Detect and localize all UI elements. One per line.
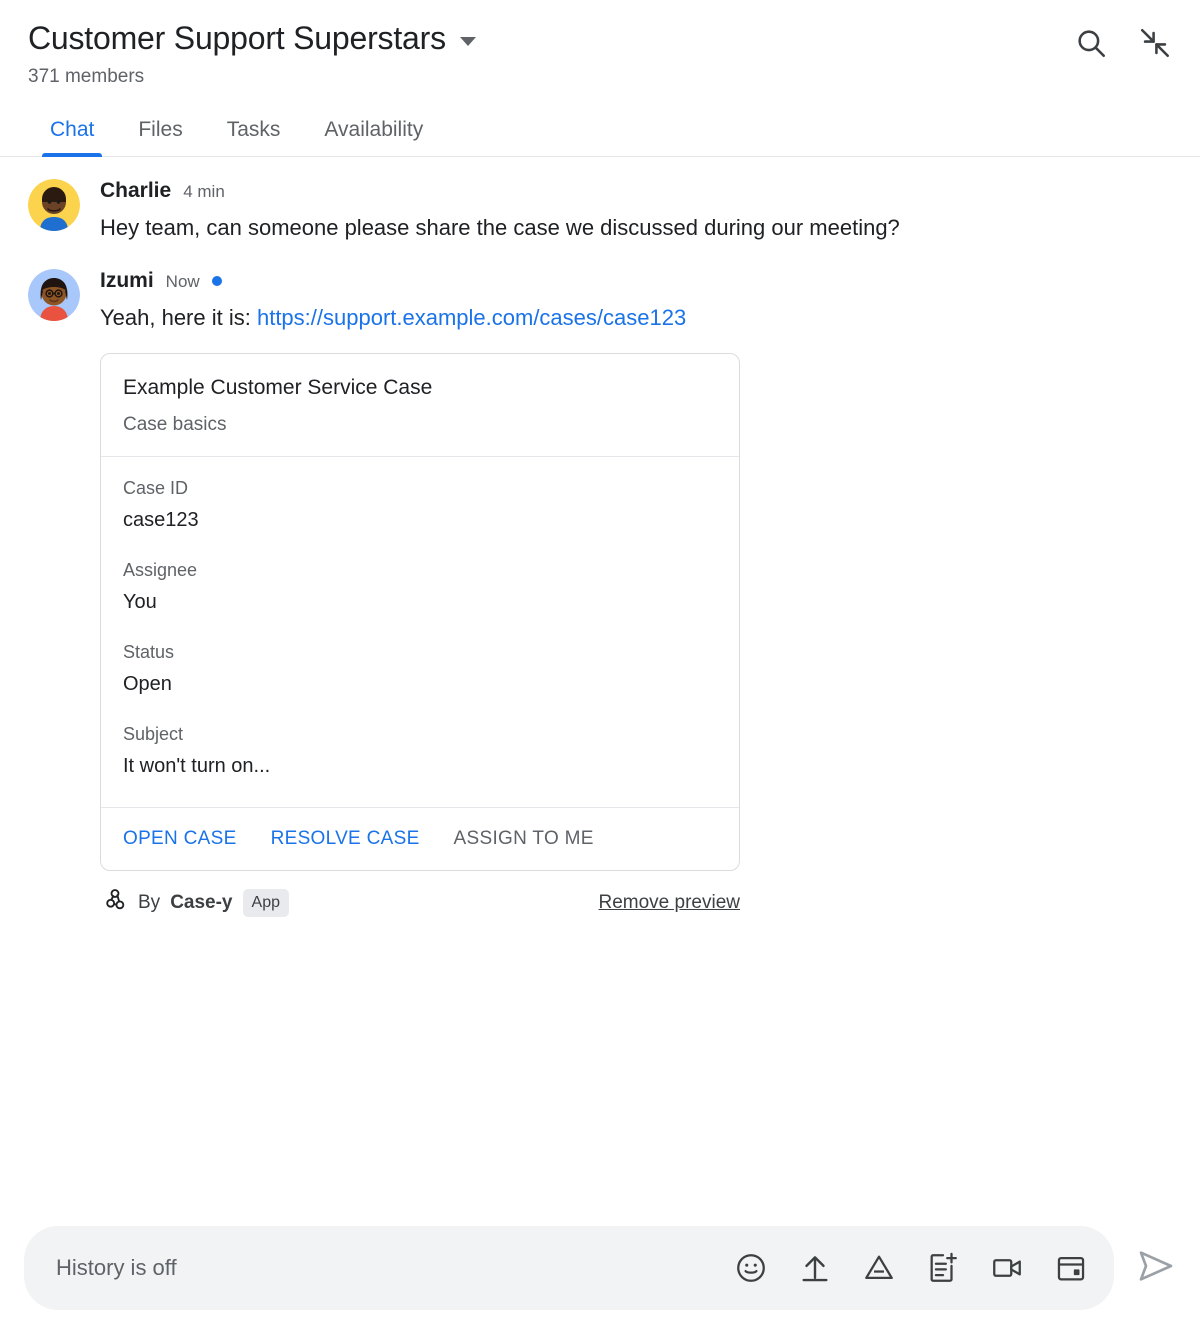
emoji-icon[interactable] [734,1251,768,1285]
room-title-row[interactable] [28,18,1172,58]
message-list [0,157,1200,1212]
assign-to-me-button[interactable]: ASSIGN TO ME [453,828,594,849]
field-label: Assignee [123,560,198,580]
unread-dot-icon [212,276,222,286]
field-case-id [123,475,717,535]
field-label: Status [123,642,175,662]
message-timestamp: Now [165,272,200,291]
avatar[interactable] [28,269,80,321]
composer-icons [734,1251,1088,1285]
case-link[interactable]: https://support.example.com/cases/case123 [256,305,687,330]
tab-availability[interactable]: Availability [324,118,424,141]
video-icon[interactable] [990,1251,1024,1285]
resolve-case-button[interactable]: RESOLVE CASE [270,828,420,849]
message-header [100,179,1172,203]
message-body [100,269,1172,919]
message-item [28,179,1172,245]
card-header [101,354,739,457]
webhook-icon [102,887,128,919]
room-header [0,0,1200,90]
calendar-icon[interactable] [1054,1251,1088,1285]
field-label: Subject [123,724,184,744]
avatar[interactable] [28,179,80,231]
tab-tasks[interactable]: Tasks [226,118,281,141]
drive-icon[interactable] [862,1251,896,1285]
message-sender: Izumi [100,269,154,292]
field-label: Case ID [123,478,189,498]
field-value: It won't turn on... [123,755,271,777]
message-header [100,269,1172,293]
card-footer [100,887,740,919]
message-sender: Charlie [100,179,172,202]
tab-bar [0,110,1200,157]
message-timestamp: 4 min [183,182,225,201]
field-value: You [123,591,157,613]
search-icon[interactable] [1074,26,1108,60]
case-preview-card [100,353,740,871]
page-title: Customer Support Superstars [28,20,446,56]
chevron-down-icon[interactable] [460,37,476,46]
open-case-button[interactable]: OPEN CASE [123,828,237,849]
upload-icon[interactable] [798,1251,832,1285]
card-title: Example Customer Service Case [123,376,433,399]
by-label: By [138,892,161,913]
message-input-container[interactable] [24,1226,1114,1310]
composer-bar [0,1212,1200,1336]
member-count: 371 members [28,66,145,87]
message-text: Hey team, can someone please share the case we discussed during our meeting? [100,215,900,240]
message-item [28,269,1172,919]
card-fields [101,457,739,808]
message-input[interactable]: History is off [56,1255,177,1280]
field-assignee [123,557,717,617]
card-byline [102,887,289,919]
tab-chat[interactable]: Chat [28,110,116,156]
app-badge: App [243,889,289,917]
message-text-prefix: Yeah, here it is: [100,305,257,330]
collapse-icon[interactable] [1138,26,1172,60]
create-doc-icon[interactable] [926,1251,960,1285]
field-value: case123 [123,509,199,531]
header-actions [1074,26,1172,60]
app-author-name: Case-y [170,892,233,913]
tab-files[interactable]: Files [138,118,183,141]
remove-preview-link[interactable]: Remove preview [598,892,740,913]
field-subject [123,721,717,781]
send-icon[interactable] [1132,1246,1176,1291]
message-body [100,179,1172,245]
card-actions [101,808,739,870]
message-text [100,301,1172,335]
field-status [123,639,717,699]
card-subtitle: Case basics [123,414,227,435]
field-value: Open [123,673,172,695]
